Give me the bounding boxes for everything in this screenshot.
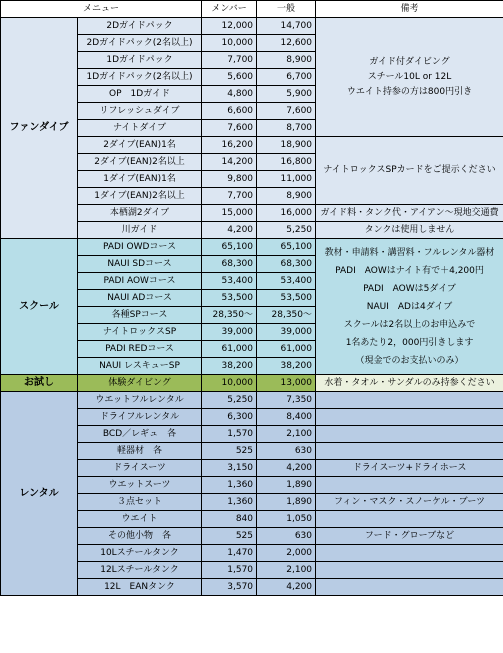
rental-note: フィン・マスク・スノーケル・ブーツ xyxy=(316,494,503,511)
item-name: ナイトダイブ xyxy=(78,120,202,137)
general-price: 1,890 xyxy=(257,477,316,494)
category-fun-dive: ファンダイブ xyxy=(1,18,78,239)
general-price: 53,500 xyxy=(257,290,316,307)
rental-note xyxy=(316,409,503,426)
note-river: タンクは使用しません xyxy=(316,222,503,239)
member-price: 10,000 xyxy=(202,35,257,52)
general-price: 8,700 xyxy=(257,120,316,137)
note-school: 教材・申請料・講習料・フルレンタル器材 PADI AOWはナイト有で＋4,200円 PADI AOWは5ダイブ NAUI ADは4ダイブ スクールは2名以上のお申込みで 1名あたり2，000円引きします （現金でのお支払いのみ） xyxy=(316,239,503,375)
member-price: 1,360 xyxy=(202,494,257,511)
item-name: 2ダイブ(EAN)2名以上 xyxy=(78,154,202,171)
member-price: 3,570 xyxy=(202,579,257,596)
member-price: 4,200 xyxy=(202,222,257,239)
header-menu: メニュー xyxy=(1,1,202,18)
member-price: 6,600 xyxy=(202,103,257,120)
general-price: 8,400 xyxy=(257,409,316,426)
rental-note xyxy=(316,392,503,409)
general-price: 1,890 xyxy=(257,494,316,511)
item-name: 1Dガイドパック xyxy=(78,52,202,69)
note-motosu: ガイド料・タンク代・アイアン～現地交通費 xyxy=(316,205,503,222)
category-trial: お試し xyxy=(1,375,78,392)
rental-row xyxy=(1,392,503,409)
general-price: 28,350～ xyxy=(257,307,316,324)
item-name: 川ガイド xyxy=(78,222,202,239)
general-price: 16,000 xyxy=(257,205,316,222)
member-price: 53,500 xyxy=(202,290,257,307)
note-trial: 水着・タオル・サンダルのみ持参ください xyxy=(316,375,503,392)
general-price: 53,400 xyxy=(257,273,316,290)
item-name: 12L EANタンク xyxy=(78,579,202,596)
item-name: ウエットフルレンタル xyxy=(78,392,202,409)
member-price: 39,000 xyxy=(202,324,257,341)
header-general: 一般 xyxy=(257,1,316,18)
member-price: 14,200 xyxy=(202,154,257,171)
member-price: 53,400 xyxy=(202,273,257,290)
general-price: 2,100 xyxy=(257,562,316,579)
general-price: 1,050 xyxy=(257,511,316,528)
rental-note: フード・グローブなど xyxy=(316,528,503,545)
general-price: 39,000 xyxy=(257,324,316,341)
member-price: 5,600 xyxy=(202,69,257,86)
item-name: NAUI ADコース xyxy=(78,290,202,307)
header-note: 備考 xyxy=(316,1,503,18)
item-name: 12Lスチールタンク xyxy=(78,562,202,579)
general-price: 7,600 xyxy=(257,103,316,120)
member-price: 9,800 xyxy=(202,171,257,188)
rental-note xyxy=(316,443,503,460)
member-price: 6,300 xyxy=(202,409,257,426)
rental-note xyxy=(316,579,503,596)
member-price: 1,470 xyxy=(202,545,257,562)
member-price: 525 xyxy=(202,528,257,545)
item-name: ウエイト xyxy=(78,511,202,528)
general-price: 4,200 xyxy=(257,460,316,477)
member-price: 28,350～ xyxy=(202,307,257,324)
general-price: 7,350 xyxy=(257,392,316,409)
member-price: 65,100 xyxy=(202,239,257,256)
member-price: 38,200 xyxy=(202,358,257,375)
member-price: 7,700 xyxy=(202,52,257,69)
rental-note xyxy=(316,562,503,579)
rental-note xyxy=(316,511,503,528)
item-name: PADI AOWコース xyxy=(78,273,202,290)
general-price: 68,300 xyxy=(257,256,316,273)
member-price: 61,000 xyxy=(202,341,257,358)
item-name: NAUI SDコース xyxy=(78,256,202,273)
item-name: 軽器材 各 xyxy=(78,443,202,460)
general-price: 5,250 xyxy=(257,222,316,239)
member-price: 840 xyxy=(202,511,257,528)
item-name: ドライスーツ xyxy=(78,460,202,477)
item-name: ウエットスーツ xyxy=(78,477,202,494)
note-guide: ガイド付ダイビング スチール10L or 12L ウエイト持参の方は800円引き xyxy=(316,18,503,137)
header-member: メンバー xyxy=(202,1,257,18)
item-name: その他小物 各 xyxy=(78,528,202,545)
category-rental: レンタル xyxy=(1,392,78,596)
member-price: 7,600 xyxy=(202,120,257,137)
school-row xyxy=(1,239,503,256)
item-name: NAUI レスキューSP xyxy=(78,358,202,375)
general-price: 6,700 xyxy=(257,69,316,86)
item-name: PADI REDコース xyxy=(78,341,202,358)
general-price: 65,100 xyxy=(257,239,316,256)
general-price: 61,000 xyxy=(257,341,316,358)
header-row xyxy=(1,1,503,18)
item-name: 1ダイブ(EAN)2名以上 xyxy=(78,188,202,205)
item-name: ３点セット xyxy=(78,494,202,511)
fun-row xyxy=(1,18,503,35)
item-name: 10Lスチールタンク xyxy=(78,545,202,562)
member-price: 1,570 xyxy=(202,562,257,579)
member-price: 3,150 xyxy=(202,460,257,477)
rental-note xyxy=(316,545,503,562)
general-price: 16,800 xyxy=(257,154,316,171)
general-price: 18,900 xyxy=(257,137,316,154)
item-name: 2Dガイドパック(2名以上) xyxy=(78,35,202,52)
member-price: 1,360 xyxy=(202,477,257,494)
item-name: 本栖湖2ダイブ xyxy=(78,205,202,222)
member-price: 4,800 xyxy=(202,86,257,103)
item-name: 1ダイブ(EAN)1名 xyxy=(78,171,202,188)
item-name: ドライフルレンタル xyxy=(78,409,202,426)
member-price: 10,000 xyxy=(202,375,257,392)
item-name: 2ダイブ(EAN)1名 xyxy=(78,137,202,154)
general-price: 630 xyxy=(257,443,316,460)
item-name: BCD／レギュ 各 xyxy=(78,426,202,443)
general-price: 8,900 xyxy=(257,188,316,205)
item-name: 1Dガイドパック(2名以上) xyxy=(78,69,202,86)
general-price: 14,700 xyxy=(257,18,316,35)
general-price: 4,200 xyxy=(257,579,316,596)
member-price: 16,200 xyxy=(202,137,257,154)
general-price: 11,000 xyxy=(257,171,316,188)
general-price: 5,900 xyxy=(257,86,316,103)
general-price: 2,100 xyxy=(257,426,316,443)
general-price: 12,600 xyxy=(257,35,316,52)
item-name: リフレッシュダイブ xyxy=(78,103,202,120)
item-name: 2Dガイドパック xyxy=(78,18,202,35)
member-price: 12,000 xyxy=(202,18,257,35)
general-price: 8,900 xyxy=(257,52,316,69)
item-name: 体験ダイビング xyxy=(78,375,202,392)
trial-row xyxy=(1,375,503,392)
member-price: 1,570 xyxy=(202,426,257,443)
member-price: 525 xyxy=(202,443,257,460)
general-price: 630 xyxy=(257,528,316,545)
general-price: 38,200 xyxy=(257,358,316,375)
item-name: OP 1Dガイド xyxy=(78,86,202,103)
member-price: 7,700 xyxy=(202,188,257,205)
category-school: スクール xyxy=(1,239,78,375)
rental-note: ドライスーツ+ドライホース xyxy=(316,460,503,477)
member-price: 68,300 xyxy=(202,256,257,273)
member-price: 15,000 xyxy=(202,205,257,222)
member-price: 5,250 xyxy=(202,392,257,409)
item-name: 各種SPコース xyxy=(78,307,202,324)
item-name: PADI OWDコース xyxy=(78,239,202,256)
rental-note xyxy=(316,426,503,443)
rental-note xyxy=(316,477,503,494)
general-price: 13,000 xyxy=(257,375,316,392)
item-name: ナイトロックスSP xyxy=(78,324,202,341)
general-price: 2,000 xyxy=(257,545,316,562)
note-nitrox: ナイトロックスSPカードをご提示ください xyxy=(316,137,503,205)
